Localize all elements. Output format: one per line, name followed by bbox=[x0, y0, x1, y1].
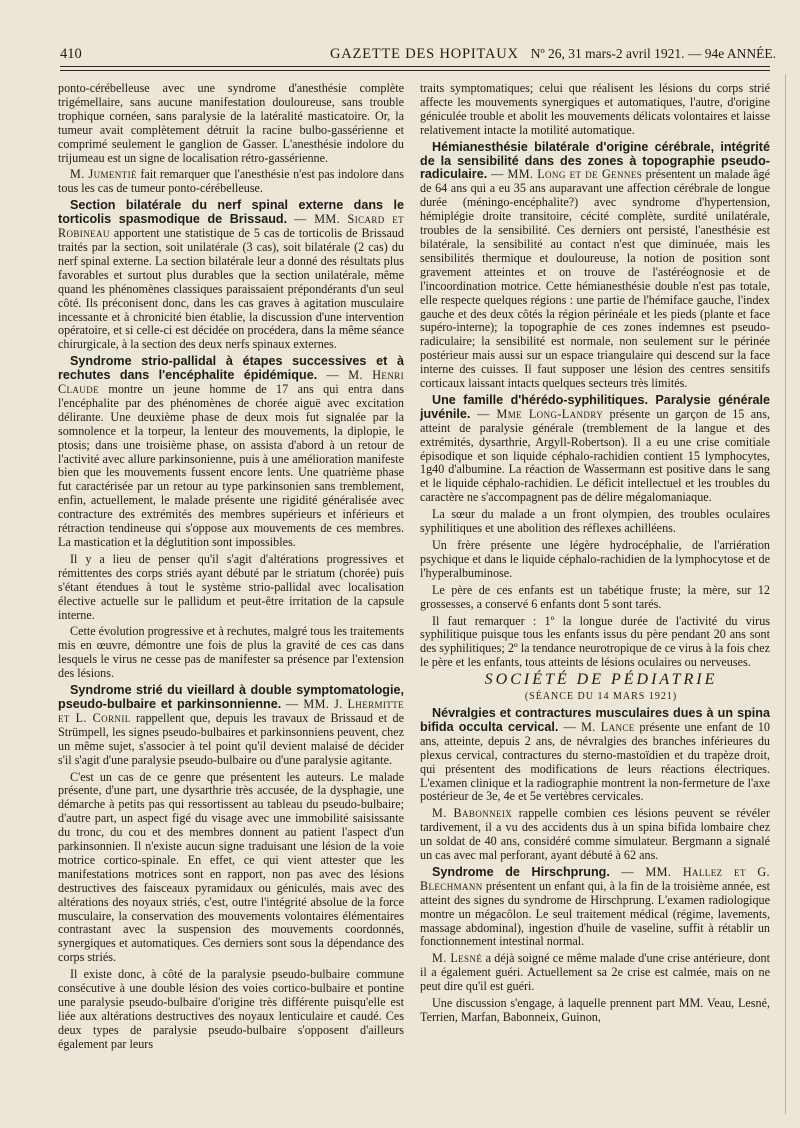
section-title: Syndrome strio-pallidal à étapes successives et à rechutes dans l'encéphalite épidémique. bbox=[58, 354, 404, 383]
society-title: SOCIÉTÉ DE PÉDIATRIE bbox=[484, 671, 718, 689]
section-entry bbox=[420, 394, 770, 505]
paragraph: Cette évolution progressive et à rechutes, malgré tous les traitements mis en œuvre, démontre une fois de plus la gravité de ces cas dans lesquels le virus ne cesse pas de manifester sa présence par l'extension des lésions. bbox=[58, 624, 404, 681]
section-authors: — MM. Sicard et Robineau bbox=[58, 212, 404, 241]
paragraph: Il faut remarquer : 1º la longue durée de l'activité du virus syphilitique puisque tous les enfants issus du père pendant 20 ans sont des syphilitiques; 2º la tendance neurotropique de ce virus à la fois chez le père et les enfants, tous atteints de lésions oculaires ou nerveuses. bbox=[420, 613, 770, 670]
header-rule bbox=[60, 66, 770, 67]
section-text: apportent une statistique de 5 cas de torticolis de Brissaud traités par la section, soit unilatérale (3 cas), soit bilatérale (2 cas) du nerf spinal externe. La section bilatérale leur a donné des résultats plus favorables et surtout plus durables que la section unilatérale, même quand les phénomènes classiques paraissaient prépondérants d'un seul côté. Ils préconisent donc, dans les cas graves à agitation musculaire incessante et à chronicité bien établie, la discussion d'une intervention opératoire, et si celle-ci est décidée on procédera, dans la même séance chirurgicale, à la section des deux nerfs spinaux externes. bbox=[58, 226, 404, 352]
section-entry bbox=[420, 141, 770, 391]
section-entry bbox=[58, 355, 404, 550]
section-entry bbox=[58, 199, 404, 352]
paragraph: C'est un cas de ce genre que présentent les auteurs. Le malade présente, d'une part, une dysarthrie très accusée, de la dysphagie, une démarche à petits pas qui ressortissent au tableau du pseudo-bulbaire; d'autre part, un aspect figé du visage avec une immobilité saisissante du tronc, du cou et des membres donnent au patient l'aspect d'un parkinsonnien. Il n'existe aucun signe traduisant une lésion de la voie motrice cortico-spinale. En effet, ce qui vient attester que les manifestations motrices sont en rapport, non pas avec des lésions destructives des faisceaux pyramidaux ou géniculés, mais avec des altérations des noyaux striés, c'est, outre l'intégrité absolue de la force musculaire, la conservation des mouvements volontaires élémentaires contrastant avec la suspension des mouvements coordonnés, synergiques et automatiques. Ces derniers sont sous la dépendance des corps striés. bbox=[58, 769, 404, 965]
section-entry bbox=[58, 684, 404, 767]
section-title: Syndrome de Hirschprung. bbox=[432, 864, 610, 879]
page-edge-line bbox=[785, 74, 786, 1114]
paragraph-text: rappelle combien ces lésions peuvent se révéler tardivement, il a vu des accidents dus à un spina bifida lombaire chez un soldat de 40 ans, considéré comme simulateur. Bergmann a signalé un cas avec mal perforant, ayant débuté à 62 ans. bbox=[420, 806, 770, 863]
paragraph bbox=[420, 807, 770, 863]
author-name: M. Jumentié bbox=[70, 167, 137, 182]
paragraph: La sœur du malade a un front olympien, des troubles oculaires syphilitiques et une abolition des réflexes achilléens. bbox=[420, 507, 770, 536]
paragraph: Le père de ces enfants est un tabétique fruste; la mère, sur 12 grossesses, a conservé 6 enfants dont 5 sont tarés. bbox=[420, 582, 770, 611]
section-title: Section bilatérale du nerf spinal externe dans le torticolis spasmodique de Brissaud. bbox=[58, 198, 404, 227]
section-title: Névralgies et contractures musculaires dues à un spina bifida occulta cervical. bbox=[420, 705, 770, 734]
section-title: Syndrome strié du vieillard à double symptomatologie, pseudo-bulbaire et parkinsonnienne. bbox=[58, 683, 404, 711]
section-authors: — MM. J. Lhermitte et L. Cornil bbox=[58, 696, 404, 725]
section-authors: — M. Henri Claude bbox=[58, 368, 404, 397]
paragraph: ponto-cérébelleuse avec une syndrome d'anesthésie complète trigémellaire, sans aucune manifestation douloureuse, sans trouble trophique cornéen, sans paralysie de la latéralité masticatoire. Or, la tumeur avait complètement détruit la racine bulbo-gassérienne et comprimé seulement le ganglion de Gasser. L'anesthésie indolore du trijumeau est un signe de localisation rétro-gassérienne. bbox=[58, 81, 404, 165]
journal-name: GAZETTE DES HOPITAUX bbox=[330, 46, 519, 62]
paragraph: Il y a lieu de penser qu'il s'agit d'altérations progressives et rémittentes des corps striés ayant débuté par le striatum (chorée) puis s'étant étendues à tout le système strio-pallidal avec localisation élective actuelle sur le pallidum et peut-être irritation de la capsule interne. bbox=[58, 551, 404, 622]
section-text: présentent un malade âgé de 64 ans qui a eu 35 ans auparavant une affection cérébrale de longue durée (méningo-encéphalite?) avec syndrome d'hypertension, hémiplégie droite transitoire, cécité complète, surdité unilatérale, troubles de la sensibilité. Ces derniers ont persisté, l'anesthésie est bilatérale, la sensibilité au contact n'est que diminuée, mais les sensibilités thermique et douloureuse, la notion de position sont gravement atteintes et on trouve de l'astéréognosie et de l'incoordination motrice. Cette hémianesthésie double n'est pas totale, elle respecte quelques régions : une partie de l'hémiface gauche, l'index gauche et des deux côtés la région périnéale et les pieds (plante et face supéro-interne); la topographie de ces zones indemnes est pseudo-radiculaire; la sensibilité est normale, non seulement sur le périnée postérieur mais aussi sur un espace triangulaire qui descend sur la face interne des cuisses. Il faut supposer une lésion des centres sensitifs corticaux laissant intacts quelques secteurs très limités. bbox=[420, 167, 770, 391]
section-text: montre un jeune homme de 17 ans qui entra dans l'encéphalite par des phénomènes de chorée aiguë avec excitation délirante. Une deuxième phase de deux mois fut signalée par la somnolence et la torpeur, la lenteur des mouvements, la diplopie, le ptosis; dans une troisième phase, on assista d'abord à un retour de l'activité avec allure parkinsonienne, puis à une amélioration manifeste bien que les mouvements fussent encore lents. Une quatrième phase fut caractérisée par un retour au type parkinsonien sans tremblement, enfin, actuellement, le malade présente une rigidité généralisée avec contracture des extrémités des membres supérieurs et inférieurs et rétraction tendineuse qui s'oppose aux mouvements de ces membres. La mastication et la déglutition sont impossibles. bbox=[58, 382, 404, 549]
section-entry bbox=[420, 866, 770, 949]
section-title: Une famille d'hérédo-syphilitiques. Paralysie générale juvénile. bbox=[420, 392, 770, 421]
section-entry bbox=[420, 707, 770, 804]
page-number: 410 bbox=[60, 46, 82, 62]
section-authors: — Mme Long-Landry bbox=[470, 406, 604, 421]
paragraph: traits symptomatiques; celui que réalisent les lésions du corps strié affecte les mouvements synergiques et automatiques, l'autre, d'origine géniculée trouble et abolit les mouvements délicats volontaires et laisse relativement intacte la motilité automatique. bbox=[420, 81, 770, 137]
author-name: M. Babonneix bbox=[432, 806, 513, 821]
paragraph: Une discussion s'engage, à laquelle prennent part MM. Veau, Lesné, Terrien, Marfan, Babonneix, Guinon, bbox=[420, 996, 770, 1024]
section-authors: — MM. Hallez et G. Blechmann bbox=[420, 864, 770, 893]
running-header bbox=[60, 44, 776, 66]
section-text: présentent un enfant qui, à la fin de la troisième année, est atteint des signes du syndrome de Hirschprung. L'examen radiologique montre un mégacôlon. Le seul traitement médical (régime, lavements, massage abdominal), ingestion d'huile de vaseline, suffit à rétablir un fonctionnement intestinal normal. bbox=[420, 878, 770, 949]
paragraph bbox=[58, 168, 404, 196]
paragraph bbox=[420, 952, 770, 994]
paragraph: Un frère présente une légère hydrocéphalie, de l'arriération psychique et dans le liquide céphalo-rachidien de la lymphocytose et de l'hyperalbuminose. bbox=[420, 538, 770, 580]
issue-info: Nº 26, 31 mars-2 avril 1921. — 94e ANNÉE. bbox=[530, 46, 776, 61]
paragraph: Il existe donc, à côté de la paralysie pseudo-bulbaire commune consécutive à une double lésion des voies cortico-bulbaire et pontine une paralysie pseudo-bulbaire d'origine très différente puisqu'elle est liée aux altérations destructives des noyaux lenticulaire et caudé. Ces deux types de paralysie pseudo-bulbaire s'opposent d'ailleurs également par leurs bbox=[58, 967, 404, 1051]
section-title: Hémianesthésie bilatérale d'origine cérébrale, intégrité de la sensibilité dans des zones à topographie pseudo-radiculaire. bbox=[420, 139, 770, 182]
paragraph-text: a déjà soigné ce même malade d'une crise antérieure, dont il a également guéri. Actuellement sa 2e crise est calmée, mais on ne peut dire qu'il est guéri. bbox=[420, 951, 770, 994]
right-column bbox=[420, 82, 770, 1028]
section-text: présente un garçon de 15 ans, atteint de paralysie générale (tremblement de la langue et des extrémités, dysarthrie, Argyll-Robertson). Il a eu une crise comitiale épisodique et son liquide céphalo-rachidien contient 15 lymphocytes, 1g40 d'albumine. La réaction de Wassermann est positive dans le sang et le liquide céphalo-rachidien. Le déficit intellectuel et les troubles du caractère ne s'accompagnent pas de délire mégalomaniaque. bbox=[420, 406, 770, 505]
section-text: présente une enfant de 10 ans, atteinte, depuis 2 ans, de névralgies des branches inférieures du plexus cervical, contractures du sterno-mastoïdien et du trapèze droit, qui présentent des modifications de leurs réactions électriques. L'examen clinique et la radiographie montrent la non-fermeture de l'axe postérieur de 3e, 4e et 5e vertèbres cervicales. bbox=[420, 719, 770, 804]
section-text: rappellent que, depuis les travaux de Brissaud et de Strümpell, les signes pseudo-bulbaires et parkinsonniens peuvent, chez un même sujet, s'associer à tel point qu'il devient malaisé de décider s'il s'agit d'une paralysie pseudo-bulbaire ou d'une paralysie agitante. bbox=[58, 710, 404, 767]
section-authors: — M. Lance bbox=[558, 719, 635, 734]
paragraph-text: fait remarquer que l'anesthésie n'est pas indolore dans tous les cas de tumeur ponto-cérébelleuse. bbox=[58, 167, 405, 196]
header-rule-second bbox=[60, 70, 770, 71]
section-authors: — MM. Long et de Gennes bbox=[487, 167, 643, 182]
author-name: M. Lesné bbox=[432, 951, 483, 966]
left-column bbox=[58, 82, 404, 1055]
society-session: (SÉANCE DU 14 MARS 1921) bbox=[524, 691, 678, 703]
